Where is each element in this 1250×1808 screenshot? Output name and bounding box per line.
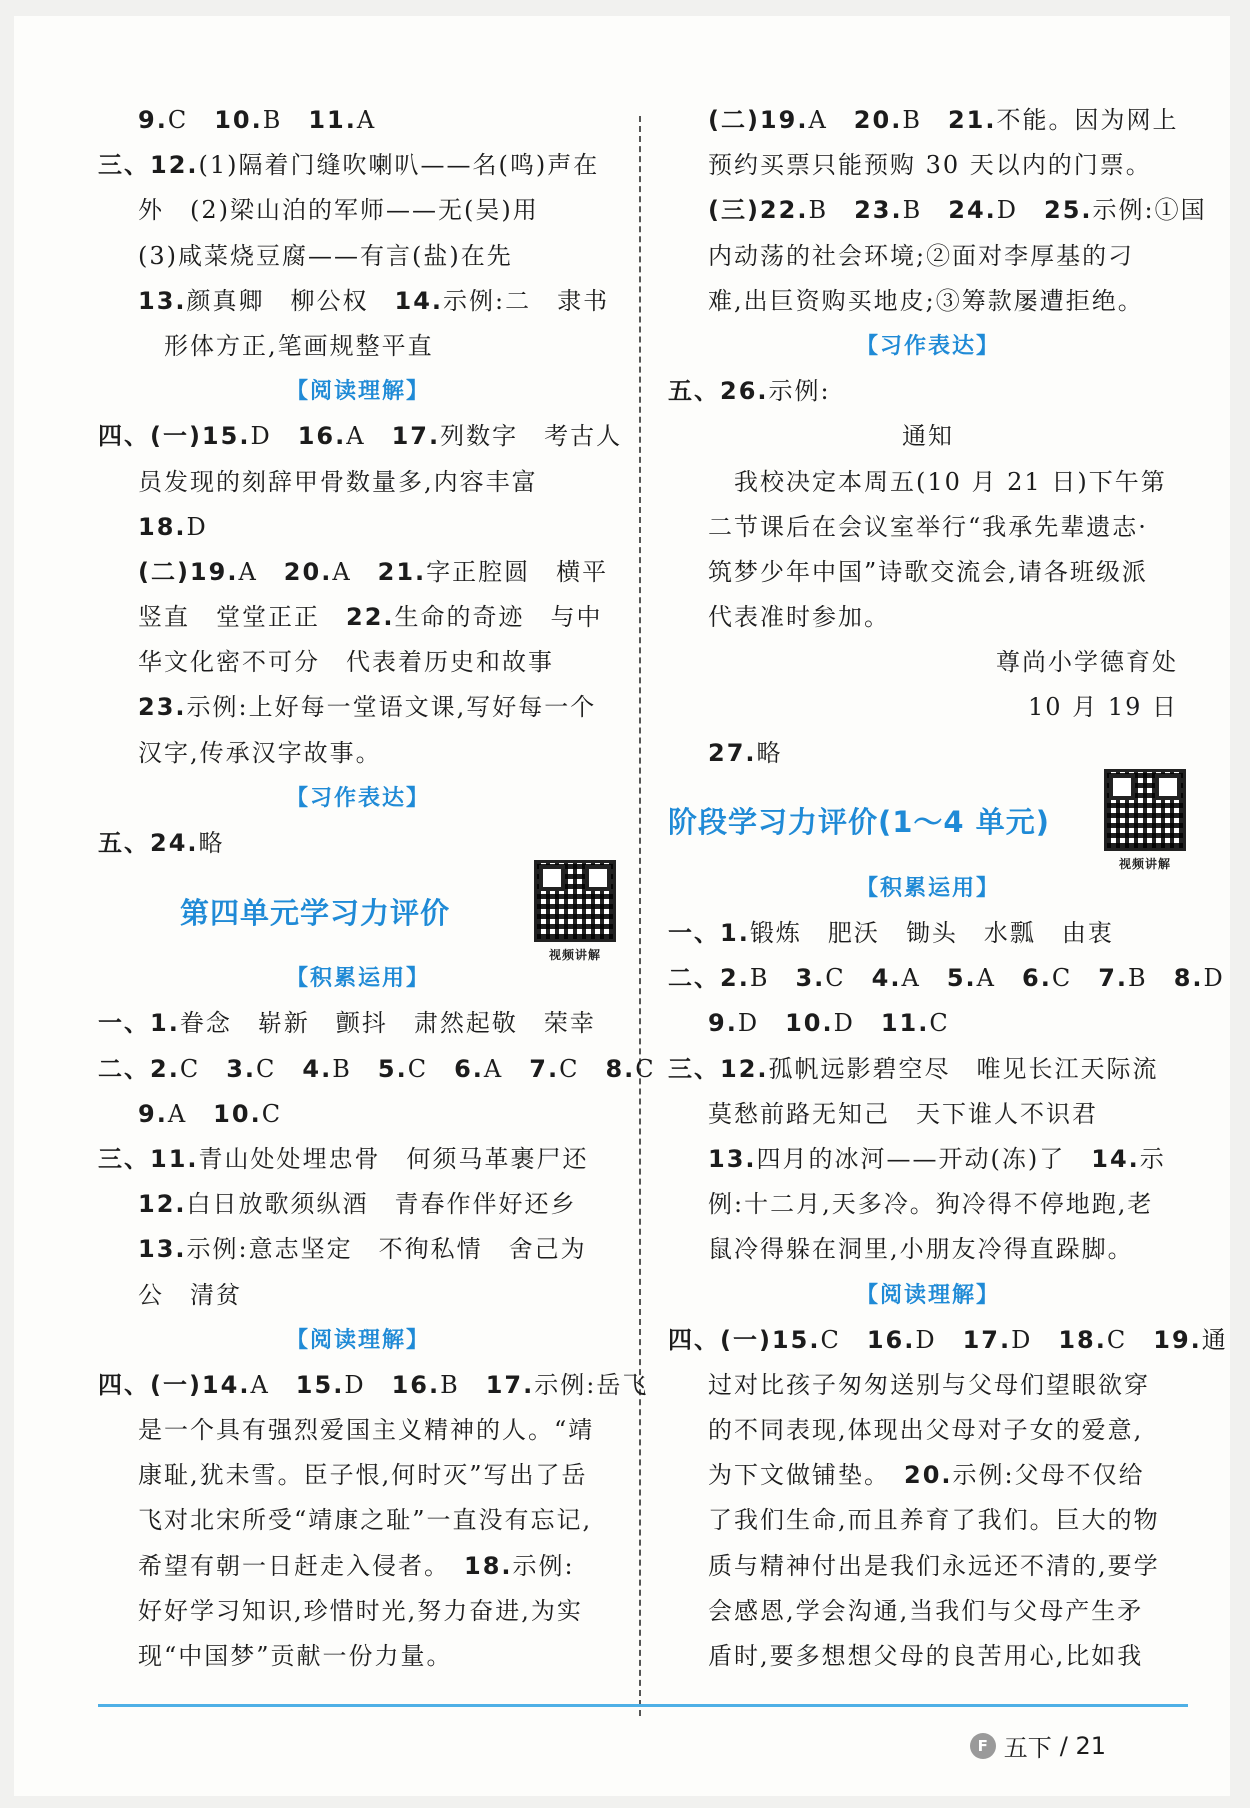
section-heading: 【阅读理解】 bbox=[855, 1282, 1000, 1308]
question-number: 16. bbox=[391, 1370, 441, 1399]
right-column bbox=[668, 98, 1228, 1679]
question-number: 21. bbox=[947, 106, 997, 134]
answer-line bbox=[98, 550, 618, 595]
answer-text: 略 bbox=[756, 738, 783, 767]
answer-line bbox=[98, 1273, 618, 1318]
answer-line bbox=[668, 279, 1188, 324]
answer-line bbox=[98, 1137, 618, 1182]
question-number: 10. bbox=[214, 106, 263, 134]
answer-line bbox=[668, 550, 1188, 595]
answer-line bbox=[98, 1092, 618, 1137]
answer-text: D bbox=[186, 512, 208, 541]
unit-title-row bbox=[668, 776, 1188, 872]
question-number: 3. bbox=[226, 1054, 257, 1083]
answer-text: B bbox=[262, 106, 309, 134]
question-number: 四、(一)15. bbox=[668, 1325, 821, 1354]
answer-text: B bbox=[440, 1370, 486, 1399]
answer-text: C bbox=[825, 964, 872, 993]
question-number: 10. bbox=[213, 1099, 262, 1128]
answer-text: 预约买票只能预购 30 天以内的门票。 bbox=[708, 151, 1152, 180]
answer-line bbox=[668, 98, 1188, 143]
question-number: 9. bbox=[138, 106, 168, 134]
answer-text: 例:十二月,天多冷。狗冷得不停地跑,老 bbox=[708, 1190, 1154, 1219]
section-heading: 【习作表达】 bbox=[285, 785, 430, 811]
question-number: 6. bbox=[454, 1054, 484, 1083]
answer-text: C bbox=[1051, 964, 1099, 993]
question-number: 17. bbox=[485, 1370, 535, 1399]
answer-text: A bbox=[356, 106, 377, 134]
question-number: 二、2. bbox=[98, 1054, 180, 1083]
answer-text: 为下文做铺垫。 bbox=[708, 1461, 904, 1490]
answer-text: A bbox=[238, 557, 284, 586]
answer-line bbox=[668, 911, 1188, 956]
answer-text: 盾时,要多想想父母的良苦用心,比如我 bbox=[708, 1642, 1144, 1670]
answer-text: 不能。因为网上 bbox=[996, 106, 1179, 134]
answer-text: 飞对北宋所受“靖康之耻”一直没有忘记, bbox=[138, 1506, 593, 1535]
answer-text: 筑梦少年中国”诗歌交流会,请各班级派 bbox=[708, 557, 1148, 586]
question-number: 7. bbox=[1098, 964, 1129, 993]
answer-text: 字正腔圆 横平 bbox=[426, 557, 609, 586]
answer-text: D bbox=[344, 1370, 392, 1399]
section-heading: 【阅读理解】 bbox=[285, 1327, 430, 1353]
answer-line bbox=[98, 1363, 649, 1408]
answer-text: A bbox=[901, 964, 947, 993]
left-column bbox=[98, 98, 656, 1679]
answer-text: D bbox=[737, 1009, 786, 1038]
answer-line bbox=[98, 1047, 656, 1092]
answer-line bbox=[98, 414, 623, 459]
unit-title-row bbox=[98, 866, 618, 962]
column-divider bbox=[639, 116, 641, 1716]
answer-text: 鼠冷得躲在洞里,小朋友冷得直跺脚。 bbox=[708, 1235, 1134, 1264]
answer-text: 示例:①国 bbox=[1092, 196, 1207, 225]
question-number: 8. bbox=[605, 1054, 636, 1083]
answer-text: 列数字 考古人 bbox=[440, 422, 623, 451]
answer-line bbox=[98, 143, 618, 188]
question-number: 23. bbox=[138, 693, 187, 722]
question-number: 19. bbox=[1153, 1325, 1202, 1354]
answer-text: C bbox=[929, 1009, 950, 1038]
answer-text: 眷念 崭新 颤抖 肃然起敬 荣幸 bbox=[179, 1009, 596, 1038]
question-number: (二)19. bbox=[138, 557, 239, 586]
answer-line bbox=[668, 1182, 1188, 1227]
page-number: / 21 bbox=[1059, 1731, 1106, 1760]
question-number: 17. bbox=[962, 1325, 1012, 1354]
question-number: 三、12. bbox=[668, 1054, 769, 1083]
answer-text: (1)隔着门缝吹喇叭——名(鸣)声在 bbox=[198, 151, 600, 180]
answer-line bbox=[668, 369, 1188, 414]
publisher-logo-icon: F bbox=[970, 1733, 996, 1759]
answer-text: 生命的奇迹 与中 bbox=[394, 603, 603, 632]
answer-text: B bbox=[332, 1054, 378, 1083]
answer-text: 好好学习知识,珍惜时光,努力奋进,为实 bbox=[138, 1596, 583, 1625]
answer-text: C bbox=[635, 1054, 656, 1083]
answer-line bbox=[668, 595, 1188, 640]
unit-title: 第四单元学习力评价 bbox=[179, 895, 450, 930]
answer-text: C bbox=[820, 1325, 867, 1354]
answer-text: 示 bbox=[1139, 1144, 1166, 1173]
answer-line bbox=[98, 595, 618, 640]
question-number: 9. bbox=[138, 1099, 168, 1128]
answer-text: 孤帆远影碧空尽 唯见长江天际流 bbox=[768, 1054, 1159, 1083]
question-number: 三、12. bbox=[98, 151, 199, 180]
answer-line bbox=[98, 1408, 618, 1453]
answer-line bbox=[668, 460, 1188, 505]
answer-text: 我校决定本周五(10 月 21 日)下午第 bbox=[708, 467, 1167, 496]
question-number: 5. bbox=[377, 1054, 408, 1083]
answer-text: B bbox=[749, 964, 796, 993]
question-number: 18. bbox=[464, 1551, 513, 1580]
answer-text: 白日放歌须纵酒 青春作伴好还乡 bbox=[186, 1190, 577, 1219]
answer-text: A bbox=[483, 1054, 530, 1083]
question-number: 18. bbox=[1058, 1325, 1107, 1354]
answer-text: 希望有朝一日赶走入侵者。 bbox=[138, 1551, 464, 1580]
answer-text: 现“中国梦”贡献一份力量。 bbox=[138, 1642, 453, 1670]
answer-line bbox=[98, 1544, 618, 1589]
answer-text: 示例: bbox=[512, 1551, 575, 1580]
answer-text: A bbox=[976, 964, 1023, 993]
answer-text: D bbox=[1203, 964, 1225, 993]
notice-signature: 尊尚小学德育处 bbox=[996, 648, 1178, 677]
answer-text: A bbox=[808, 106, 854, 134]
answer-text: 汉字,传承汉字故事。 bbox=[138, 738, 382, 767]
question-number: 五、24. bbox=[98, 829, 199, 857]
answer-page bbox=[14, 16, 1230, 1796]
question-number: 12. bbox=[138, 1190, 187, 1219]
qr-code-icon bbox=[534, 860, 616, 942]
question-number: (二)19. bbox=[708, 106, 809, 134]
question-number: 15. bbox=[295, 1370, 345, 1399]
answer-text: C bbox=[559, 1054, 606, 1083]
answer-line bbox=[98, 1589, 618, 1634]
answer-text: 颜真卿 柳公权 bbox=[186, 286, 395, 315]
answer-text: 过对比孩子匆匆送别与父母们望眼欲穿 bbox=[708, 1370, 1150, 1399]
question-number: 四、(一)14. bbox=[98, 1370, 251, 1399]
answer-text: 代表准时参加。 bbox=[708, 603, 890, 632]
answer-text: A bbox=[250, 1370, 296, 1399]
answer-line bbox=[98, 685, 618, 730]
section-heading: 【积累运用】 bbox=[285, 966, 430, 992]
answer-line bbox=[668, 1634, 1188, 1679]
footer-rule bbox=[98, 1704, 1188, 1707]
answer-line bbox=[668, 1227, 1188, 1272]
answer-line bbox=[98, 324, 618, 369]
answer-text: 示例:岳飞 bbox=[534, 1370, 649, 1399]
answer-line bbox=[668, 188, 1207, 233]
answer-text: 形体方正,笔画规整平直 bbox=[164, 331, 434, 360]
qr-caption: 视频讲解 bbox=[548, 947, 601, 962]
question-number: 13. bbox=[138, 1235, 187, 1264]
answer-text: 难,出巨资购买地皮;③筹款屡遭拒绝。 bbox=[708, 286, 1144, 315]
answer-line bbox=[668, 143, 1188, 188]
question-number: 10. bbox=[785, 1009, 834, 1038]
answer-text: C bbox=[261, 1099, 283, 1128]
question-number: 一、1. bbox=[98, 1009, 180, 1038]
answer-text: D bbox=[996, 196, 1045, 225]
question-number: 4. bbox=[871, 964, 902, 993]
qr-code-icon bbox=[1104, 769, 1186, 851]
answer-text: 示例:父母不仅给 bbox=[952, 1461, 1145, 1490]
answer-text: D bbox=[915, 1325, 963, 1354]
question-number: 23. bbox=[854, 196, 903, 225]
answer-text: 质与精神付出是我们永远还不清的,要学 bbox=[708, 1551, 1160, 1580]
notice-title: 通知 bbox=[902, 422, 954, 451]
answer-line bbox=[668, 234, 1188, 279]
answer-text: B bbox=[808, 196, 855, 225]
question-number: 20. bbox=[853, 106, 903, 134]
answer-line bbox=[98, 1634, 618, 1679]
answer-line bbox=[98, 188, 618, 233]
answer-text: 华文化密不可分 代表着历史和故事 bbox=[138, 648, 554, 677]
question-number: 二、2. bbox=[668, 964, 750, 993]
answer-text: 康耻,犹未雪。臣子恨,何时灭”写出了岳 bbox=[138, 1461, 588, 1490]
answer-text: 示例:上好每一堂语文课,写好每一个 bbox=[186, 693, 597, 722]
answer-line bbox=[668, 1092, 1188, 1137]
answer-line bbox=[668, 1363, 1188, 1408]
answer-line bbox=[668, 1589, 1188, 1634]
question-number: 14. bbox=[1091, 1144, 1140, 1173]
question-number: 14. bbox=[394, 286, 444, 315]
answer-text: 示例: bbox=[768, 377, 831, 406]
question-number: 11. bbox=[880, 1009, 930, 1038]
answer-line bbox=[98, 460, 618, 505]
question-number: 18. bbox=[138, 512, 187, 541]
answer-text: 了我们生命,而且养育了我们。巨大的物 bbox=[708, 1506, 1160, 1535]
answer-text: 四月的冰河——开动(冻)了 bbox=[756, 1144, 1092, 1173]
answer-line bbox=[98, 98, 618, 143]
answer-text: B bbox=[1128, 964, 1174, 993]
answer-line bbox=[668, 956, 1225, 1001]
answer-text: C bbox=[167, 106, 215, 134]
answer-line bbox=[668, 1498, 1188, 1543]
answer-text: A bbox=[346, 422, 392, 451]
answer-text: D bbox=[833, 1009, 881, 1038]
question-number: 5. bbox=[946, 964, 977, 993]
answer-text: 通 bbox=[1201, 1325, 1228, 1354]
answer-line bbox=[668, 1318, 1228, 1363]
question-number: 五、26. bbox=[668, 377, 769, 406]
answer-text: 外 (2)梁山泊的军师——无(吴)用 bbox=[138, 196, 539, 225]
answer-text: 锻炼 肥沃 锄头 水瓢 由衷 bbox=[749, 919, 1114, 947]
answer-text: 二节课后在会议室举行“我承先辈遗志· bbox=[708, 512, 1148, 541]
question-number: 16. bbox=[297, 422, 347, 451]
question-number: 22. bbox=[346, 603, 395, 632]
question-number: 三、11. bbox=[98, 1144, 199, 1173]
page-footer bbox=[970, 1728, 1106, 1763]
answer-line bbox=[98, 1182, 618, 1227]
answer-line bbox=[98, 505, 618, 550]
answer-line bbox=[668, 1408, 1188, 1453]
answer-line bbox=[668, 1047, 1188, 1092]
question-number: 四、(一)15. bbox=[98, 422, 251, 451]
section-heading: 【习作表达】 bbox=[855, 333, 1000, 359]
answer-line bbox=[668, 1544, 1188, 1589]
answer-line bbox=[98, 1498, 618, 1543]
answer-text: C bbox=[407, 1054, 455, 1083]
answer-line bbox=[668, 1453, 1188, 1498]
notice-signature: 10 月 19 日 bbox=[1028, 693, 1178, 722]
answer-line bbox=[668, 1001, 1188, 1046]
question-number: 一、1. bbox=[668, 919, 750, 947]
answer-line bbox=[98, 234, 618, 279]
question-number: 27. bbox=[708, 738, 757, 767]
unit-title: 阶段学习力评价(1～4 单元) bbox=[668, 805, 1050, 840]
question-number: 11. bbox=[308, 106, 357, 134]
answer-text: C bbox=[1106, 1325, 1154, 1354]
question-number: 20. bbox=[283, 557, 333, 586]
answer-text: 公 清贫 bbox=[138, 1280, 242, 1309]
question-number: 16. bbox=[866, 1325, 916, 1354]
answer-line bbox=[98, 279, 618, 324]
question-number: 13. bbox=[138, 286, 187, 315]
answer-text: 是一个具有强烈爱国主义精神的人。“靖 bbox=[138, 1416, 595, 1445]
answer-text: C bbox=[256, 1054, 303, 1083]
answer-text: B bbox=[902, 196, 949, 225]
grade-label: 五下 bbox=[1003, 1734, 1052, 1762]
answer-line bbox=[668, 1137, 1188, 1182]
qr-caption: 视频讲解 bbox=[1118, 857, 1171, 872]
question-number: 17. bbox=[391, 422, 441, 451]
question-number: 24. bbox=[948, 196, 997, 225]
video-qr-code[interactable] bbox=[1102, 769, 1188, 872]
answer-text: 莫愁前路无知己 天下谁人不识君 bbox=[708, 1099, 1098, 1128]
video-qr-code[interactable] bbox=[532, 860, 618, 963]
question-number: 7. bbox=[529, 1054, 560, 1083]
answer-text: D bbox=[250, 422, 298, 451]
section-heading: 【阅读理解】 bbox=[285, 379, 430, 405]
answer-text: B bbox=[902, 106, 948, 134]
answer-text: 示例:意志坚定 不徇私情 舍己为 bbox=[186, 1235, 587, 1264]
answer-line bbox=[98, 731, 618, 776]
question-number: 6. bbox=[1022, 964, 1052, 993]
answer-text: D bbox=[1011, 1325, 1059, 1354]
answer-text: A bbox=[167, 1099, 214, 1128]
question-number: (三)22. bbox=[708, 196, 809, 225]
answer-line bbox=[98, 1227, 618, 1272]
question-number: 20. bbox=[904, 1461, 953, 1490]
question-number: 9. bbox=[708, 1009, 738, 1038]
answer-text: (3)咸菜烧豆腐——有言(盐)在先 bbox=[138, 241, 513, 270]
answer-line bbox=[98, 1453, 618, 1498]
answer-line bbox=[98, 1001, 618, 1046]
answer-text: 会感恩,学会沟通,当我们与父母产生矛 bbox=[708, 1596, 1144, 1625]
question-number: 3. bbox=[795, 964, 826, 993]
answer-text: 竖直 堂堂正正 bbox=[138, 603, 346, 632]
answer-line bbox=[668, 505, 1188, 550]
answer-text: C bbox=[179, 1054, 227, 1083]
answer-text: 的不同表现,体现出父母对子女的爱意, bbox=[708, 1416, 1144, 1445]
answer-text: 示例:二 隶书 bbox=[443, 286, 610, 315]
question-number: 13. bbox=[708, 1144, 757, 1173]
answer-text: 略 bbox=[198, 829, 225, 857]
answer-line bbox=[98, 640, 618, 685]
question-number: 4. bbox=[302, 1054, 333, 1083]
question-number: 21. bbox=[377, 557, 427, 586]
answer-text: A bbox=[332, 557, 378, 586]
question-number: 8. bbox=[1173, 964, 1204, 993]
answer-text: 内动荡的社会环境;②面对李厚基的刁 bbox=[708, 241, 1135, 270]
section-heading: 【积累运用】 bbox=[855, 875, 1000, 901]
answer-text: 青山处处埋忠骨 何须马革裹尸还 bbox=[198, 1144, 589, 1173]
answer-text: 员发现的刻辞甲骨数量多,内容丰富 bbox=[138, 467, 538, 496]
question-number: 25. bbox=[1044, 196, 1093, 225]
